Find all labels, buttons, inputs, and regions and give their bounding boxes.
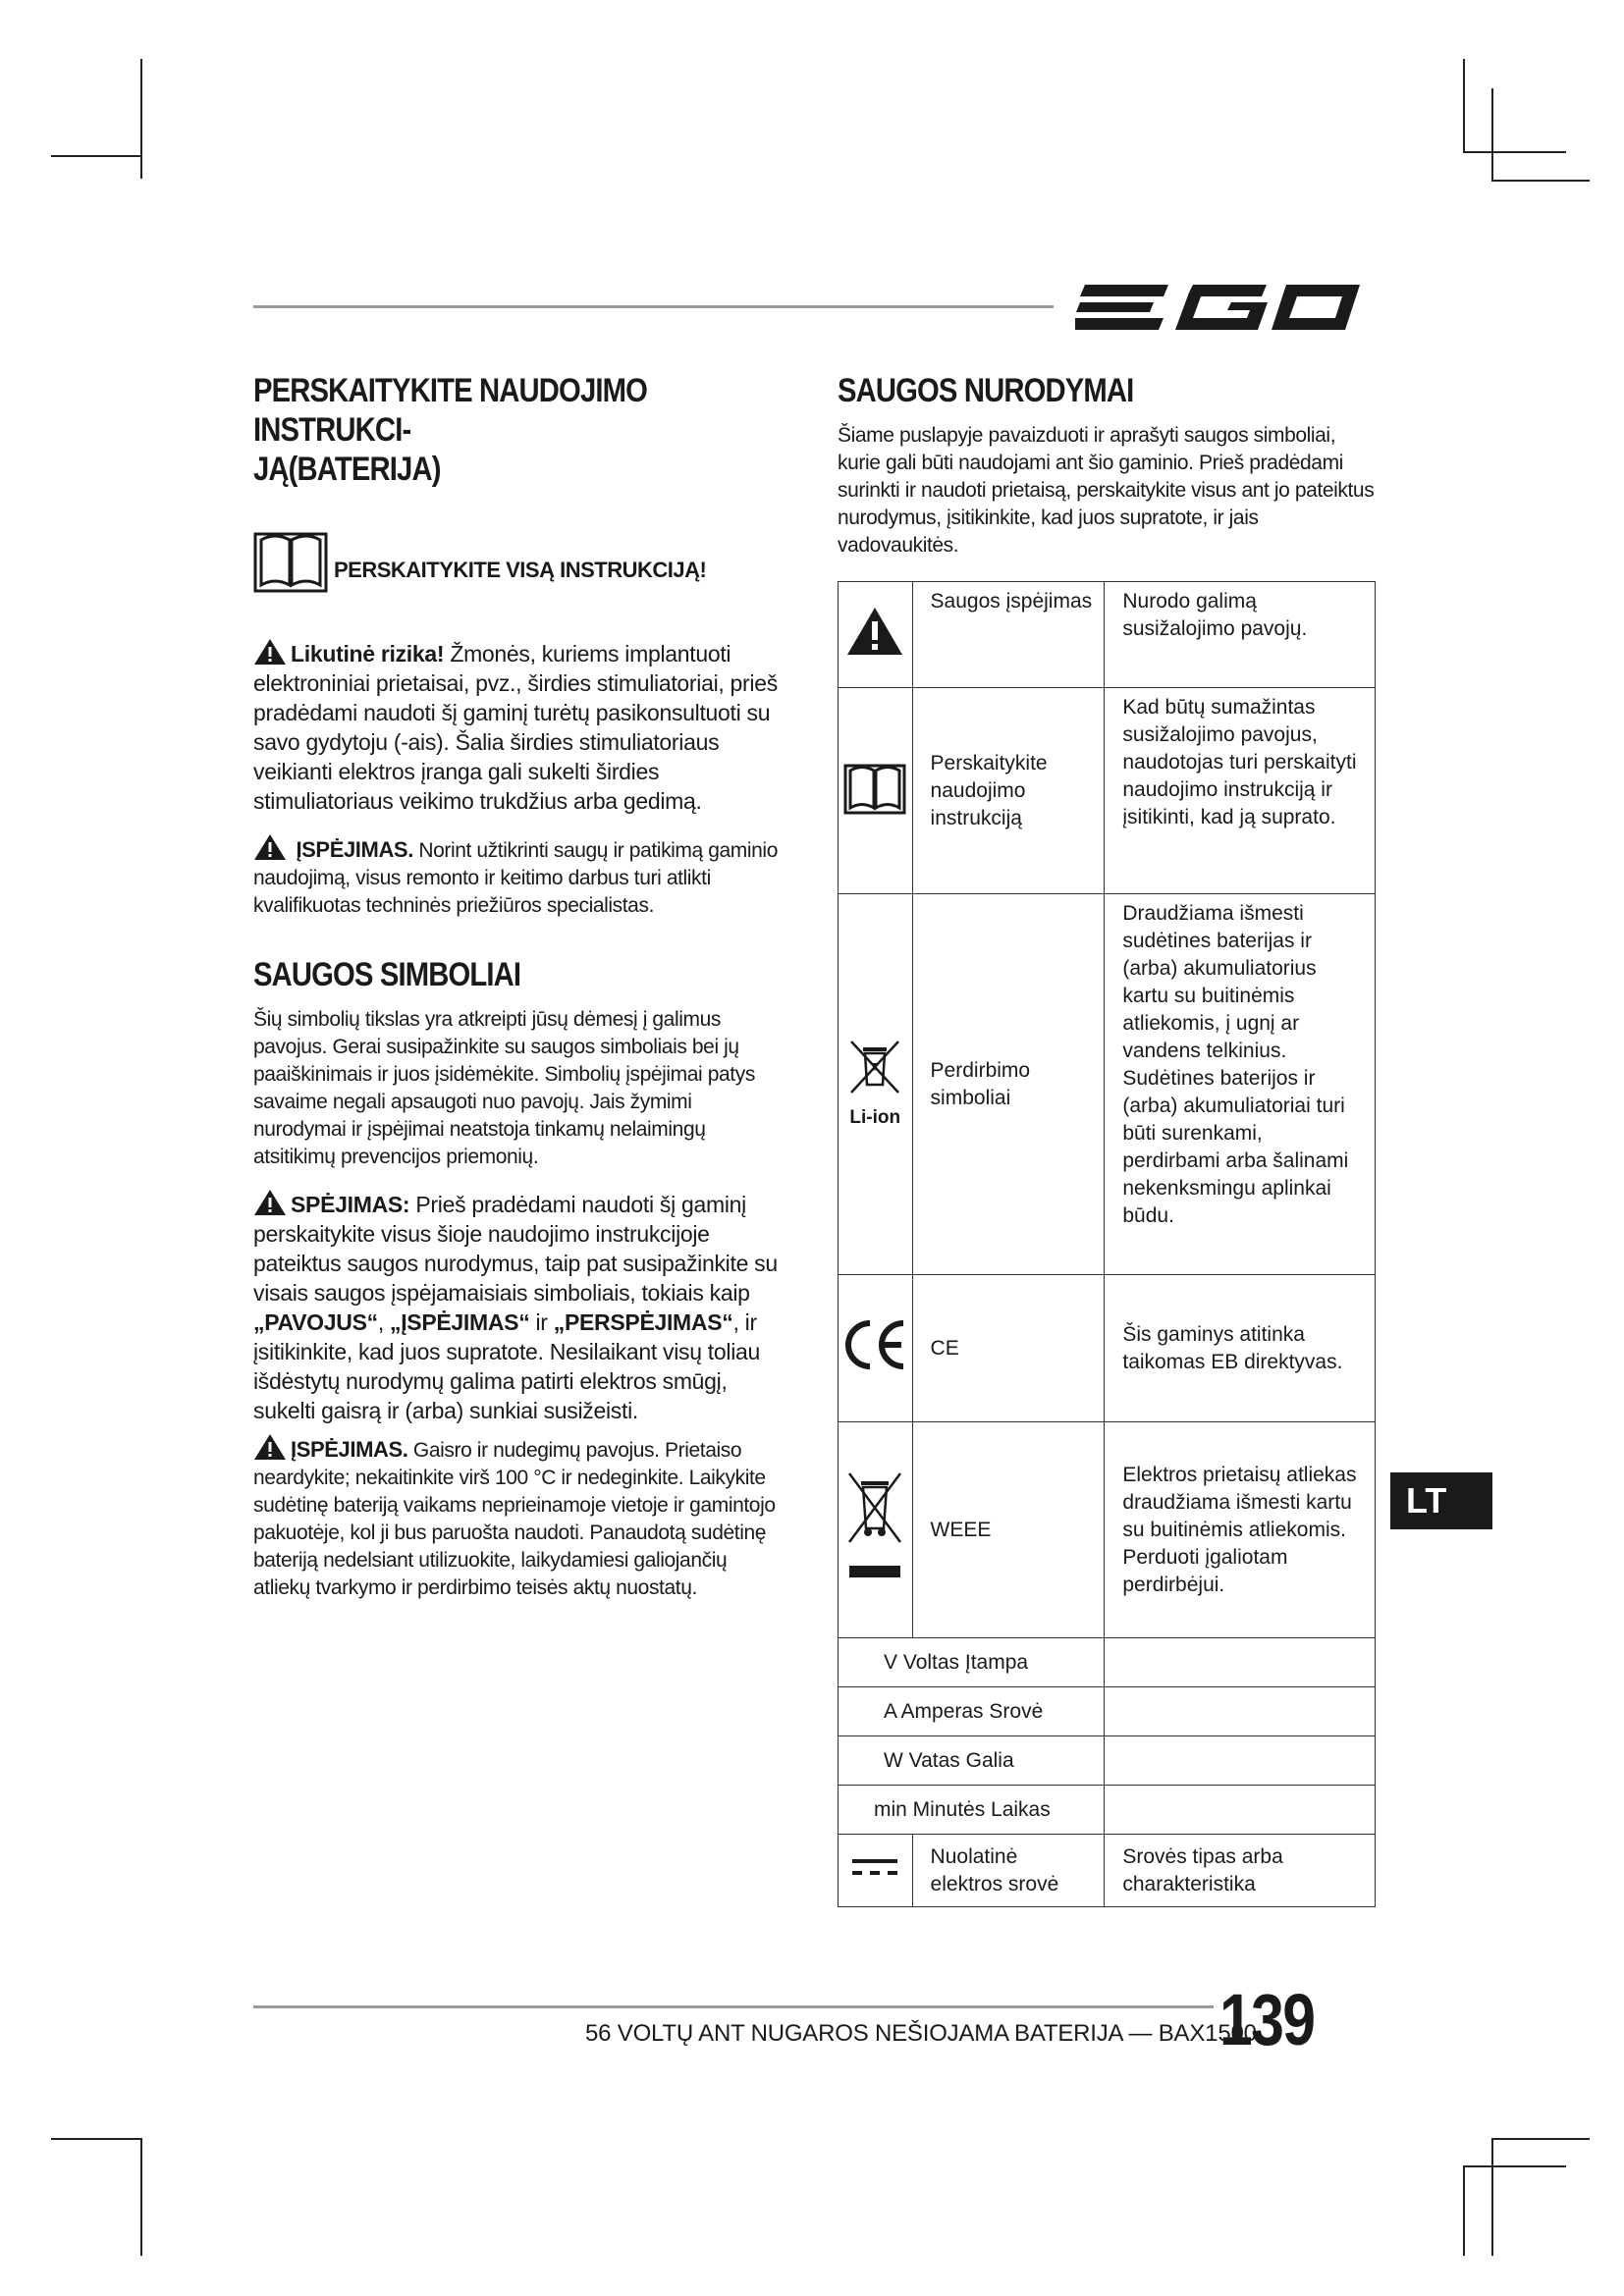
- li-ion-label: Li-ion: [849, 1106, 901, 1128]
- table-row: [839, 894, 1376, 1275]
- crop-mark: [140, 2138, 142, 2256]
- crop-mark: [1491, 180, 1590, 182]
- li-ion-recycle-icon: [843, 1038, 906, 1096]
- crop-mark: [51, 2138, 141, 2140]
- residual-risk-paragraph: Likutinė rizika! Žmonės, kuriems implantuoti elektroniniai prietaisai, pvz., širdies stimuliatoriai, prieš pradėdami naudoti šį gaminį turėtų pasikonsultuoti su savo gydytoju (-ais). Šalia širdies stimuliatoriaus veikianti elektros įranga gali sukelti širdies stimuliatoriaus veikimo trukdžius arba gedimą.: [253, 638, 788, 816]
- safety-instructions-heading: SAUGOS NURODYMAI: [838, 372, 1134, 409]
- table-symbol-desc: Nurodo galimą susižalojimo pavojų.: [1105, 582, 1376, 688]
- read-all-notice: [253, 528, 706, 593]
- warning-triangle-icon: [253, 638, 287, 666]
- crop-mark: [1463, 2165, 1465, 2256]
- safety-instructions-intro: Šiame puslapyje pavaizduoti ir aprašyti saugos simboliai, kurie gali būti naudojami ant šio gaminio. Prieš pradėdami surinkti ir naudoti prietaisą, perskaitykite visus ant jo pateiktus nurodymus, įsitikinkite, kad juos supratote, ir jais vadovaukitės.: [838, 424, 1375, 557]
- table-symbol-name: CE: [912, 1275, 1105, 1422]
- table-symbol-name: Saugos įspėjimas: [912, 582, 1105, 688]
- table-row: [839, 1736, 1376, 1786]
- warning-paragraph-3: ĮSPĖJIMAS. Gaisro ir nudegimų pavojus. Prietaiso neardykite; nekaitinkite virš 100 °C ir nedeginkite. Laikykite sudėtinę bateriją vaikams neprieinamoje vietoje ir gamintojo pakuotėje, kol ji bus paruošta naudoti. Panaudotą sudėtinę bateriją nedelsiant utilizuokite, laikydamiesi galiojančių atliekų tvarkymo ir perdirbimo teisės aktų nuostatų.: [253, 1433, 788, 1602]
- warning-paragraph-2: SPĖJIMAS: Prieš pradėdami naudoti šį gaminį perskaitykite visus šioje naudojimo instrukcijoje pateiktus saugos nurodymus, taip pat susipažinkite su visais saugos įspėjamaisiais simboliais, tokiais kaip „PAVOJUS“, „ĮSPĖJIMAS“ ir „PERSPĖJIMAS“, ir įsitikinkite, kad juos supratote. Nesilaikant visų toliau išdėstytų nurodymų galima patirti elektros smūgį, sukelti gaisrą ir (arba) sunkiai susižeisti.: [253, 1189, 788, 1425]
- crop-mark: [1491, 2138, 1590, 2140]
- unit-cell: A Amperas Srovė: [839, 1687, 1105, 1736]
- crop-mark: [1491, 2138, 1493, 2256]
- ego-logo: [1075, 265, 1370, 344]
- header-rule: [253, 305, 1054, 308]
- table-row: [839, 1786, 1376, 1835]
- ce-mark-icon: [840, 1317, 909, 1372]
- warning-triangle-icon: [253, 1433, 287, 1461]
- table-symbol-name: WEEE: [912, 1422, 1105, 1638]
- right-column: [838, 371, 1381, 560]
- table-row: [839, 688, 1376, 894]
- warning-triangle-icon: [253, 1189, 287, 1216]
- warning-triangle-icon: [253, 833, 287, 861]
- book-icon: [253, 528, 328, 593]
- footer-rule: [253, 2005, 1214, 2008]
- crop-mark: [1463, 59, 1465, 152]
- page-number: 139: [1219, 1979, 1315, 2060]
- table-icon-cell: [839, 1422, 913, 1638]
- table-symbol-desc: Draudžiama išmesti sudėtines baterijas ir (arba) akumuliatorius kartu su buitinėmis atliekomis, į ugnį ar vandens telkinius. Sudėtines baterijos ir (arba) akumuliatoriai turi būti surenkami, perdirbami arba šalinami nekenksmingu aplinkai būdu.: [1105, 894, 1376, 1275]
- unit-cell: W Vatas Galia: [839, 1736, 1105, 1786]
- unit-empty-cell: [1105, 1687, 1376, 1736]
- table-icon-cell: [839, 688, 913, 894]
- table-icon-cell: [839, 894, 913, 1275]
- table-symbol-desc: Elektros prietaisų atliekas draudžiama išmesti kartu su buitinėmis atliekomis. Perduoti įgaliotam perdirbėjui.: [1105, 1422, 1376, 1638]
- table-symbol-name: Perdirbimo simboliai: [912, 894, 1105, 1275]
- warning-triangle-icon: [846, 607, 903, 656]
- weee-bin-icon: [843, 1468, 906, 1585]
- crop-mark: [140, 59, 142, 179]
- unit-cell: V Voltas Įtampa: [839, 1638, 1105, 1687]
- left-column: [253, 371, 788, 1599]
- warning-paragraph-1: ĮSPĖJIMAS. Norint užtikrinti saugų ir patikimą gaminio naudojimą, visus remonto ir keitimo darbus turi atlikti kvalifikuotas techninės priežiūros specialistas.: [253, 833, 788, 920]
- table-symbol-desc: Šis gaminys atitinka taikomas EB direktyvas.: [1105, 1275, 1376, 1422]
- table-symbol-name: Nuolatinė elektros srovė: [912, 1835, 1105, 1907]
- table-icon-cell: [839, 582, 913, 688]
- read-instructions-heading: PERSKAITYKITE NAUDOJIMO INSTRUKCI- JĄ(BATERIJA): [253, 372, 647, 488]
- table-symbol-desc: Kad būtų sumažintas susižalojimo pavojus, naudotojas turi perskaityti naudojimo instrukciją ir įsitikinti, kad ją suprato.: [1105, 688, 1376, 894]
- table-symbol-name: Perskaitykite naudojimo instrukciją: [912, 688, 1105, 894]
- table-row: [839, 1422, 1376, 1638]
- book-icon: [843, 760, 906, 815]
- table-icon-cell: [839, 1275, 913, 1422]
- crop-mark: [51, 155, 141, 157]
- unit-cell: min Minutės Laikas: [839, 1786, 1105, 1835]
- table-row: [839, 1275, 1376, 1422]
- table-row: [839, 1687, 1376, 1736]
- table-row: [839, 1638, 1376, 1687]
- table-row: [839, 582, 1376, 688]
- table-icon-cell: [839, 1835, 913, 1907]
- unit-empty-cell: [1105, 1638, 1376, 1687]
- unit-empty-cell: [1105, 1786, 1376, 1835]
- crop-mark: [1491, 88, 1493, 182]
- symbols-table: [838, 581, 1376, 1907]
- table-row: [839, 1835, 1376, 1907]
- safety-symbols-heading: SAUGOS SIMBOLIAI: [253, 956, 521, 993]
- unit-empty-cell: [1105, 1736, 1376, 1786]
- table-symbol-desc: Srovės tipas arba charakteristika: [1105, 1835, 1376, 1907]
- direct-current-icon: [850, 1855, 899, 1879]
- read-all-label: PERSKAITYKITE VISĄ INSTRUKCIJĄ!: [334, 558, 707, 582]
- language-tab: LT: [1390, 1472, 1492, 1529]
- safety-symbols-paragraph: Šių simbolių tikslas yra atkreipti jūsų dėmesį į galimus pavojus. Gerai susipažinkite su saugos simboliais bei jų paaiškinimais ir juos įsidėmėkite. Simbolių įspėjimai patys savaime negali apsaugoti nuo pavojų. Jais žymimi nurodymai ir įspėjimai neatstoja tinkamų nelaimingų atsitikimų prevencijos priemonių.: [253, 1008, 755, 1168]
- crop-mark: [1463, 2165, 1566, 2167]
- crop-mark: [1463, 151, 1566, 153]
- footer-title: 56 VOLTŲ ANT NUGAROS NEŠIOJAMA BATERIJA — BAX1500: [585, 2020, 1257, 2047]
